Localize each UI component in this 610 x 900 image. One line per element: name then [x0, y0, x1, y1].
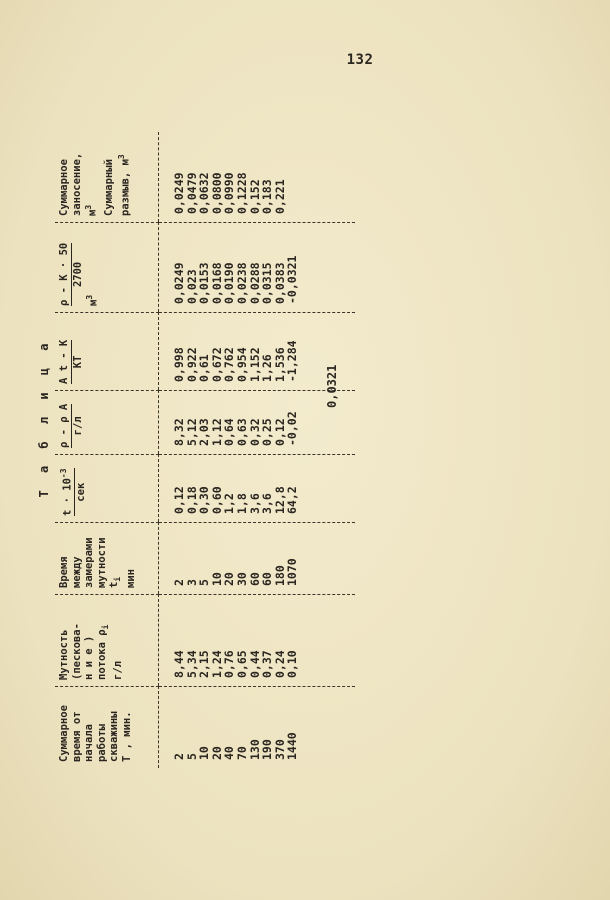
table-cell: 0,023: [184, 269, 199, 304]
table-cell: 5,34: [184, 650, 199, 678]
table-cell: 0,0168: [209, 262, 224, 304]
table-cell: 0,221: [272, 179, 287, 214]
table-cell: -0,02: [285, 411, 300, 446]
table-cell: 0,183: [260, 179, 275, 214]
table-cell: 0,61: [197, 354, 212, 382]
table-cell: 0,65: [234, 650, 249, 678]
table-cell: 130: [247, 739, 262, 760]
table-cell: 0,0632: [197, 172, 212, 214]
table-cell: 0,922: [184, 347, 199, 382]
table-cell: 2,03: [197, 418, 212, 446]
table-cell: 0,60: [209, 486, 224, 514]
table-cell: 5: [184, 753, 199, 760]
table-cell: -1,284: [285, 340, 300, 382]
table-caption: Т а б л и ц а: [37, 338, 51, 498]
table-cell: 0,672: [209, 347, 224, 382]
table-cell: [286, 136, 299, 214]
table-cell: 1070: [285, 558, 300, 586]
table-cell: 0,0800: [209, 172, 224, 214]
table-cell: 0,32: [247, 418, 262, 446]
header-rho-k: ρ - K · 50 2700 $м^3$: [55, 222, 159, 312]
col-turbidity: [159, 594, 355, 686]
table-cell: 5,12: [184, 418, 199, 446]
table-cell: 70: [234, 746, 249, 760]
header-at-k: A t - K KT: [55, 312, 159, 390]
table-cell: 0,64: [222, 418, 237, 446]
table-cell: 0,0249: [172, 262, 186, 304]
header-t-scaled: $t \cdot 10^{-3}$ сек: [55, 454, 159, 522]
table-cell: 0,0479: [184, 172, 199, 214]
header-turbidity: Мутность (пескова- н и е ) потока $\rho_i$ г/л: [55, 594, 159, 686]
table-cell: 0,0153: [197, 262, 212, 304]
table-cell: 1,152: [247, 347, 262, 382]
table-cell: 60: [260, 572, 275, 586]
table-cell: 10: [209, 572, 224, 586]
table-cell: 0,1228: [234, 172, 249, 214]
table-cell: 10: [197, 746, 212, 760]
table-cell: 0,998: [172, 347, 186, 382]
table-cell: -0,0321: [285, 255, 300, 304]
header-interval: Время между замерами мутности $t_i$ мин: [55, 522, 159, 594]
table-cell: 0,0238: [234, 262, 249, 304]
table-cell: 2: [172, 753, 186, 760]
table-cell: 0,10: [285, 650, 300, 678]
table-cell: 0,0190: [222, 262, 237, 304]
table-cell: 0,37: [260, 650, 275, 678]
table-cell: 0,0990: [222, 172, 237, 214]
col-rho-k: [159, 222, 355, 312]
table-cell: 2,15: [197, 650, 212, 678]
table-cell: 0,152: [247, 179, 262, 214]
col-total-time: [159, 686, 355, 768]
table-cell: 0,44: [247, 650, 262, 678]
col-deposit: [159, 132, 355, 222]
table-cell: 0,0383: [272, 262, 287, 304]
table-cell: 1,536: [272, 347, 287, 382]
table-cell: 8,44: [172, 650, 186, 678]
col-t-scaled: [159, 454, 355, 522]
table-cell: 5: [197, 579, 212, 586]
table-cell: 0,18: [184, 486, 199, 514]
washout-total: 0,0321: [325, 364, 339, 408]
table-cell: 0,762: [222, 347, 237, 382]
table-cell: 2: [172, 579, 186, 586]
table-cell: 370: [272, 739, 287, 760]
table-cell: 1,24: [209, 650, 224, 678]
table-cell: 0,0249: [172, 172, 186, 214]
table-cell: 0,0315: [260, 262, 275, 304]
table-cell: 30: [234, 572, 249, 586]
table-cell: 0,12: [272, 418, 287, 446]
table-cell: 0,954: [234, 347, 249, 382]
header-total-time: Суммарное время от начала работы скважины T , мин.: [55, 686, 159, 768]
table-cell: 8,32: [172, 418, 186, 446]
table-cell: 0,25: [260, 418, 275, 446]
table-cell: 1,12: [209, 418, 224, 446]
table-cell: 180: [272, 565, 287, 586]
table-cell: 3: [184, 579, 199, 586]
table-cell: 0,12: [172, 486, 186, 514]
table-cell: 190: [260, 739, 275, 760]
table-cell: 0,63: [234, 418, 249, 446]
table-cell: 0,76: [222, 650, 237, 678]
table-cell: 40: [222, 746, 237, 760]
table-cell: 3,6: [247, 493, 262, 514]
table-cell: 1440: [285, 732, 300, 760]
table-cell: 1,26: [260, 354, 275, 382]
table-cell: 1,8: [234, 493, 249, 514]
table-cell: 12,8: [272, 486, 287, 514]
rotated-table-area: [33, 68, 363, 768]
page-number: 132: [346, 52, 374, 68]
table-cell: 0,0288: [247, 262, 262, 304]
table-cell: 20: [222, 572, 237, 586]
table-cell: 0,24: [272, 650, 287, 678]
table-cell: 1,2: [222, 493, 237, 514]
table-cell: 20: [209, 746, 224, 760]
header-rho-diff: ρ - ρ A г/л: [55, 390, 159, 454]
table-cell: 0,30: [197, 486, 212, 514]
col-interval: [159, 522, 355, 594]
header-deposit-washout: Суммарное заносение, $м^3$ Суммарный размыв, $м^3$: [55, 132, 159, 222]
table-cell: 3,6: [260, 493, 275, 514]
table-cell: 60: [247, 572, 262, 586]
data-table: [55, 68, 355, 768]
table-cell: 64,2: [285, 486, 300, 514]
